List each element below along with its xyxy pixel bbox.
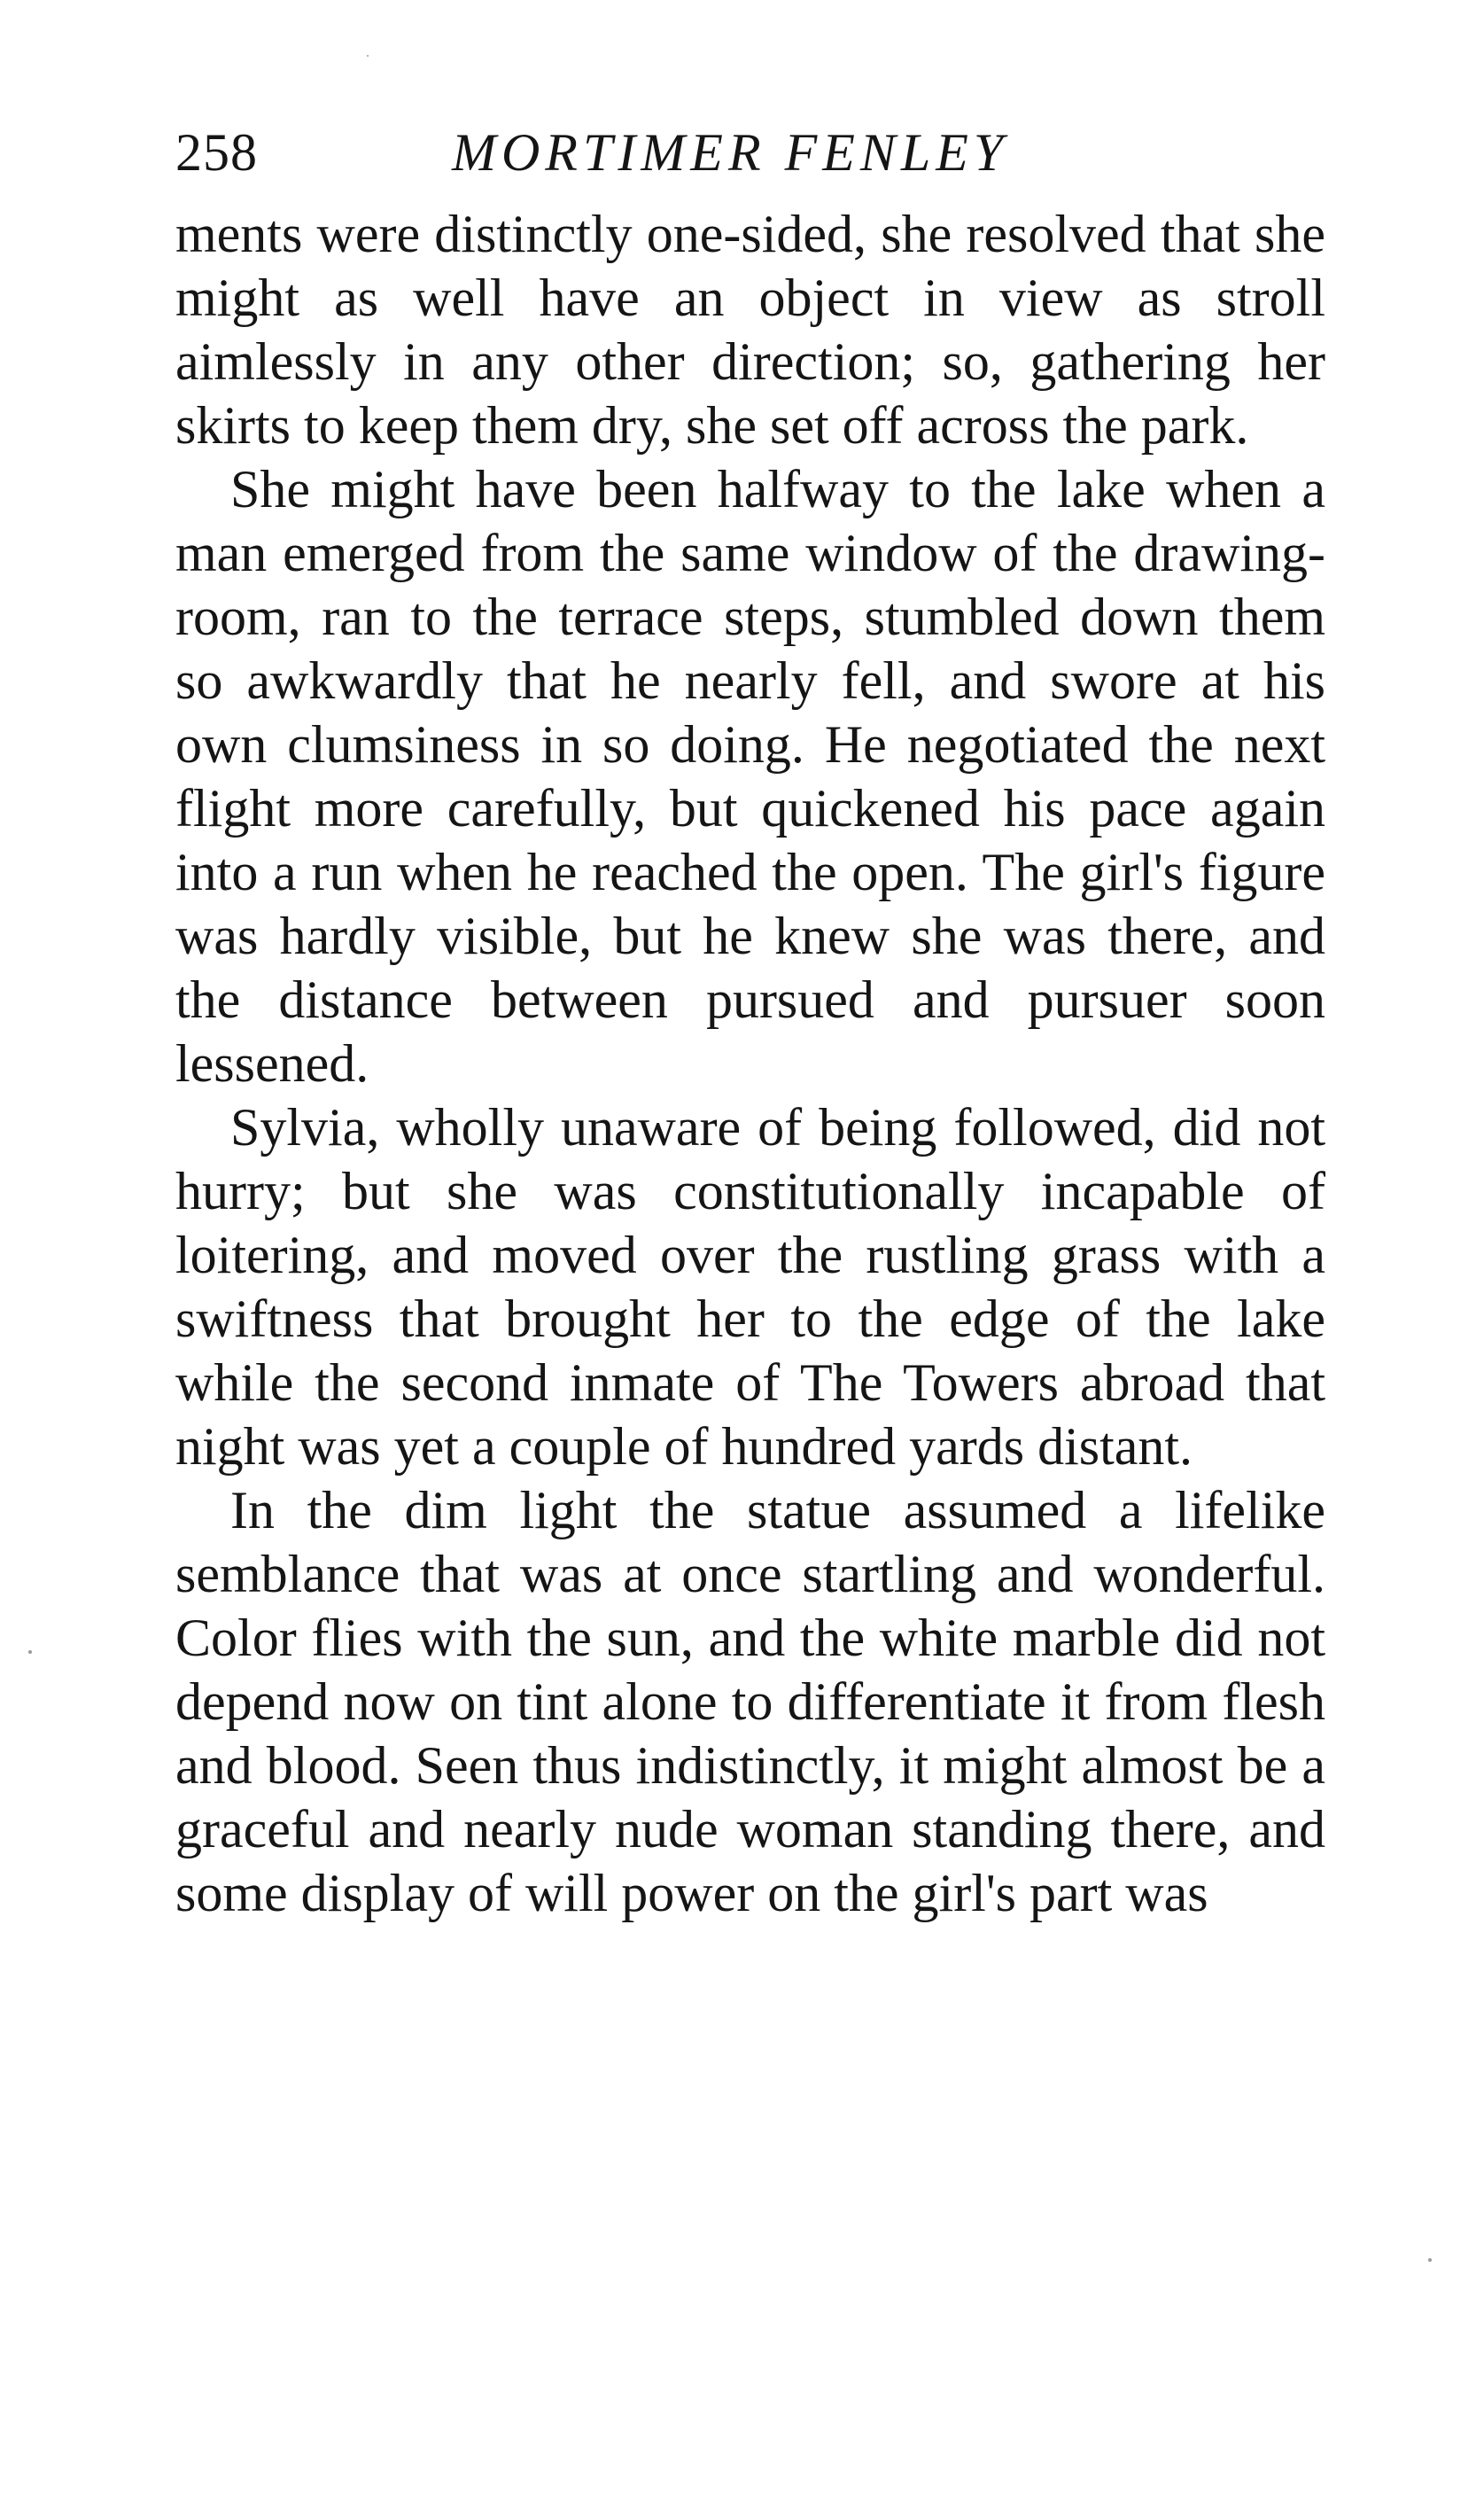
running-title: MORTIMER FENLEY [452, 123, 1009, 182]
paragraph-3: Sylvia, wholly unaware of being followed, did not hurry; but she was constitutionally incapable of loitering, and moved over the rustling grass with a swiftness that brought her to the edge of the lake while the second inmate of The Towers abroad that night was yet a couple of hundred yards distant. [175, 1098, 1325, 1476]
paper-speck [28, 1650, 32, 1654]
paragraph-1: ments were distinctly one-sided, she resolved that she might as well have an object in view as stroll aimlessly in any other direction; so, gathering her skirts to keep them dry, she set off across the park. [175, 205, 1325, 455]
paragraph-4: In the dim light the statue assumed a lifelike semblance that was at once startling and wonderful. Color flies with the sun, and the white marble did not depend now on tint alone to differentiate it from flesh and blood. Seen thus indistinctly, it might almost be a graceful and nearly nude woman standing there, and some display of will power on the girl's part was [175, 1481, 1325, 1922]
body-text [175, 202, 1325, 1925]
page-header [175, 106, 1327, 186]
paper-speck [1428, 2258, 1432, 2262]
page-number: 258 [175, 123, 258, 182]
paragraph-2: She might have been halfway to the lake when a man emerged from the same window of the drawing-room, ran to the terrace steps, stumbled down them so awkwardly that he nearly fell, and swore at his own clumsiness in so doing. He negotiated the next flight more carefully, but quickened his pace again into a run when he reached the open. The girl's figure was hardly visible, but he knew she was there, and the distance between pursued and pursuer soon lessened. [175, 460, 1325, 1093]
paper-speck [367, 55, 369, 57]
